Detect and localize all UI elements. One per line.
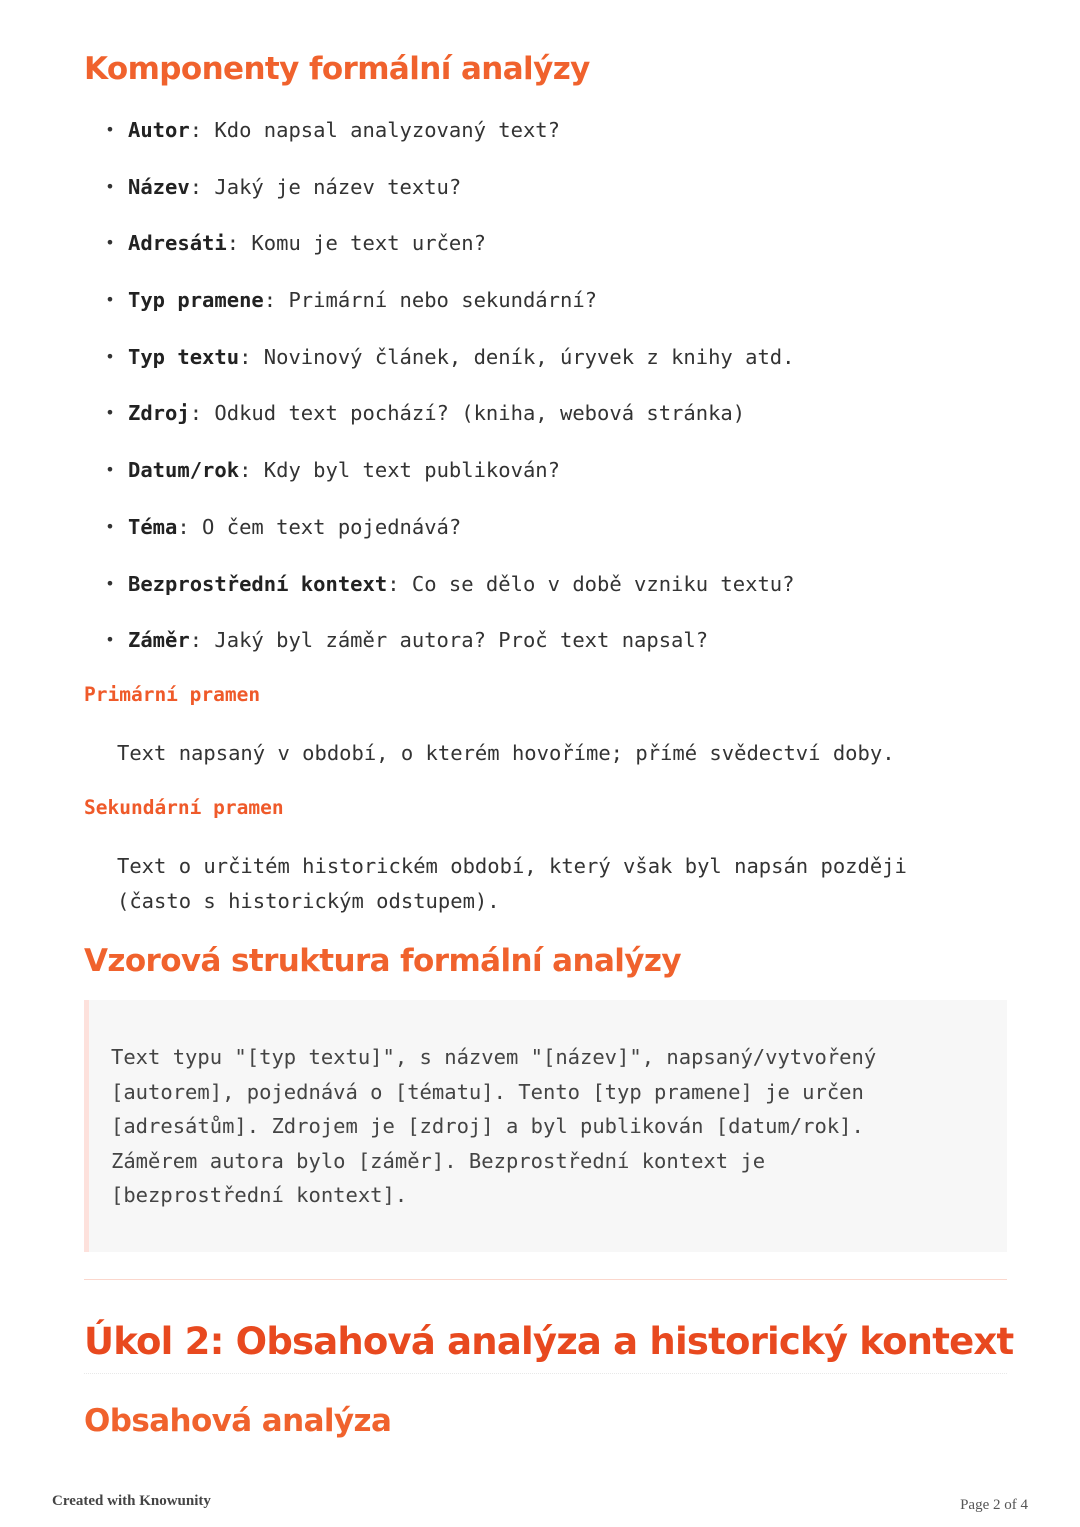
list-item	[104, 113, 795, 170]
bullet-icon: •	[105, 233, 115, 253]
content-analysis-heading: Obsahová analýza	[84, 1403, 392, 1439]
task-heading: Úkol 2: Obsahová analýza a historický kontext	[84, 1320, 1007, 1374]
component-text: : Novinový článek, deník, úryvek z knihy atd.	[239, 344, 795, 369]
component-term: Název	[128, 174, 190, 199]
structure-heading: Vzorová struktura formální analýzy	[84, 943, 681, 979]
component-text: : Komu je text určen?	[226, 231, 486, 256]
components-heading: Komponenty formální analýzy	[84, 51, 590, 87]
bullet-icon: •	[105, 630, 115, 650]
component-term: Typ textu	[128, 344, 240, 369]
secondary-source-term: Sekundární pramen	[84, 796, 284, 819]
footer-page-number: Page 2 of 4	[960, 1497, 1028, 1513]
list-item	[104, 510, 795, 567]
footer-created-with: Created with Knowunity	[52, 1493, 211, 1509]
component-term: Adresáti	[128, 231, 227, 256]
list-item	[104, 283, 795, 340]
bullet-icon: •	[105, 176, 115, 196]
secondary-source-description-line1: Text o určitém historickém období, který však byl napsán později	[117, 854, 907, 878]
list-item	[104, 170, 795, 227]
components-list	[104, 113, 795, 680]
section-divider	[84, 1279, 1007, 1280]
template-blockquote	[84, 1000, 1007, 1252]
primary-source-term: Primární pramen	[84, 683, 261, 706]
list-item	[104, 226, 795, 283]
bullet-icon: •	[105, 120, 115, 139]
list-item	[104, 623, 795, 680]
component-term: Téma	[128, 514, 178, 539]
primary-source-description: Text napsaný v období, o kterém hovoříme; přímé svědectví doby.	[117, 741, 895, 765]
list-item	[104, 340, 795, 397]
component-term: Typ pramene	[128, 288, 264, 313]
component-term: Autor	[128, 118, 190, 142]
component-term: Datum/rok	[128, 458, 240, 483]
bullet-icon: •	[105, 403, 115, 423]
component-text: : Jaký je název textu?	[189, 174, 462, 199]
list-item	[104, 396, 795, 453]
secondary-source-description-line2: (často s historickým odstupem).	[117, 889, 500, 913]
bullet-icon: •	[105, 346, 115, 366]
list-item	[104, 453, 795, 510]
template-text: Text typu "[typ textu]", s názvem "[název]", napsaný/vytvořený [autorem], pojednává o [tématu]. Tento [typ pramene] je určen [adresátům]. Zdrojem je [zdroj] a byl publikován [datum/rok]. Záměrem autora bylo [záměr]. Bezprostřední kontext je [bezprostřední kontext].	[111, 1045, 877, 1208]
component-text: : O čem text pojednává?	[177, 514, 462, 539]
component-text: : Jaký byl záměr autora? Proč text napsal?	[189, 628, 709, 653]
bullet-icon: •	[105, 516, 115, 536]
bullet-icon: •	[105, 460, 115, 480]
list-item	[104, 567, 795, 624]
component-term: Bezprostřední kontext	[128, 571, 388, 596]
component-text: : Co se dělo v době vzniku textu?	[387, 571, 795, 596]
component-text: : Primární nebo sekundární?	[263, 288, 598, 313]
component-text: : Kdy byl text publikován?	[239, 458, 560, 483]
component-term: Zdroj	[128, 401, 190, 426]
bullet-icon: •	[105, 573, 115, 593]
bullet-icon: •	[105, 290, 115, 310]
component-term: Záměr	[128, 628, 190, 653]
component-text: : Kdo napsal analyzovaný text?	[189, 118, 560, 142]
component-text: : Odkud text pochází? (kniha, webová stránka)	[189, 401, 746, 426]
